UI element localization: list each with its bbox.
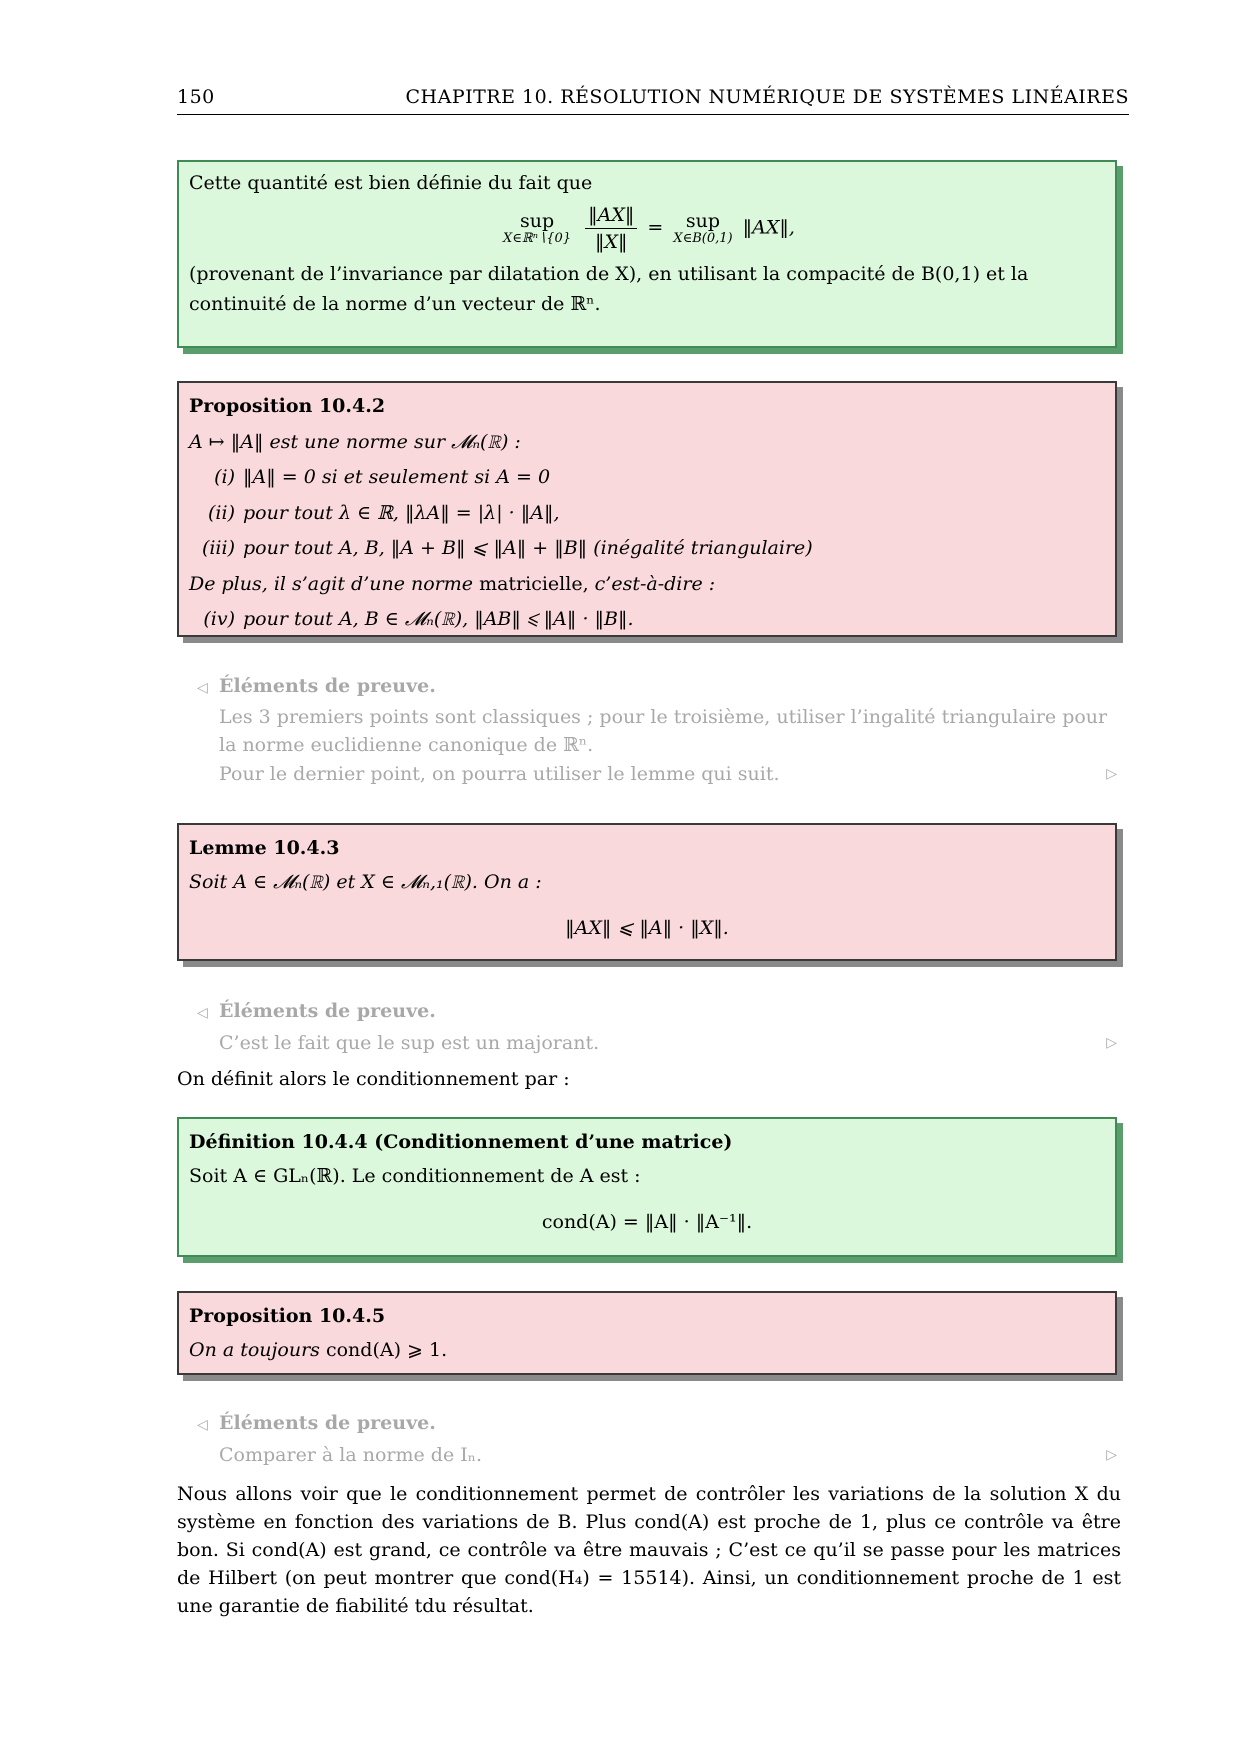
paragraph-conditioning: Nous allons voir que le conditionnement permet de contrôler les variations de la solution X du système en fonction des variations de B. Plus cond(A) est proche de 1, plus ce contrôle va être bon. Si cond(A) est grand, ce contrôle va être mauvais ; C’est ce qu’il se passe pour les matrices de Hilbert (on peut montrer que cond(H₄) = 15514). Ainsi, un conditionnement proche de 1 est une garantie de fiabilité tdu résultat. — [177, 1483, 1121, 1617]
definition-box — [177, 1117, 1117, 1257]
definition-text: Soit A ∈ GLₙ(ℝ). Le conditionnement de A est : — [189, 1165, 641, 1187]
page-number: 150 — [177, 86, 215, 108]
proof-text: Pour le dernier point, on pourra utiliser le lemme qui suit. ▷ — [197, 759, 1117, 789]
proof-block-2 — [197, 996, 1117, 1058]
proof-start-icon: ◁ — [197, 1417, 208, 1433]
lemma-text: Soit A ∈ 𝓜ₙ(ℝ) et X ∈ 𝓜ₙ,₁(ℝ). On a : — [189, 871, 542, 893]
proposition-item: (iii) pour tout A, B, ‖A + B‖ ⩽ ‖A‖ + ‖B‖ (inégalité triangulaire) — [201, 537, 813, 559]
proposition-title: Proposition 10.4.5 — [189, 1305, 386, 1327]
proof-end-icon: ▷ — [1106, 766, 1117, 782]
proposition-box-2 — [177, 1291, 1117, 1375]
proposition-item: (i) ‖A‖ = 0 si et seulement si A = 0 — [214, 466, 551, 488]
proof-heading: Éléments de preuve. — [219, 1000, 436, 1022]
proposition-moreover: De plus, il s’agit d’une norme matricielle, c’est-à-dire : — [189, 572, 716, 595]
remark-intro: Cette quantité est bien définie du fait que — [189, 172, 593, 194]
page-header — [177, 86, 1129, 115]
proof-end-icon: ▷ — [1106, 1447, 1117, 1463]
proof-end-icon: ▷ — [1106, 1035, 1117, 1051]
sup-operator-right: sup X∈B(0,1) — [673, 209, 733, 246]
remark-text: (provenant de l’invariance par dilatation de X), en utilisant la compacité de B(0,1) et la continuité de la norme d’un vecteur de ℝⁿ. — [189, 263, 1029, 315]
lemma-title: Lemme 10.4.3 — [189, 837, 340, 859]
proposition-intro: A ↦ ‖A‖ est une norme sur 𝓜ₙ(ℝ) : — [189, 430, 521, 453]
paragraph-intro-cond: On définit alors le conditionnement par : — [177, 1068, 570, 1090]
proposition-item: (ii) pour tout λ ∈ ℝ, ‖λA‖ = |λ| · ‖A‖, — [208, 501, 560, 524]
sup-formula — [189, 202, 1105, 255]
proof-start-icon: ◁ — [197, 680, 208, 696]
proof-text: Comparer à la norme de Iₙ. ▷ — [197, 1440, 1117, 1470]
norm-fraction: $\frac{‖AX‖}{‖X‖}$ — [585, 202, 637, 255]
proof-heading: Éléments de preuve. — [219, 1412, 436, 1434]
proposition-title: Proposition 10.4.2 — [189, 395, 386, 417]
definition-formula: cond(A) = ‖A‖ · ‖A⁻¹‖. — [541, 1211, 753, 1233]
proposition-item: (iv) pour tout A, B ∈ 𝓜ₙ(ℝ), ‖AB‖ ⩽ ‖A‖ · ‖B‖. — [203, 608, 634, 630]
proof-heading: Éléments de preuve. — [219, 675, 436, 697]
proof-text: C’est le fait que le sup est un majorant. ▷ — [197, 1028, 1117, 1058]
proof-block-1 — [197, 671, 1117, 789]
proof-block-3 — [197, 1408, 1117, 1470]
formula-rhs: ‖AX‖, — [742, 216, 795, 239]
proof-start-icon: ◁ — [197, 1005, 208, 1021]
remark-box — [177, 160, 1117, 348]
proof-text: Les 3 premiers points sont classiques ; pour le troisième, utiliser l’ingalité triangulaire pour la norme euclidienne canonique de ℝⁿ. — [219, 706, 1108, 756]
proposition-text: On a toujours cond(A) ⩾ 1. — [189, 1339, 448, 1361]
equals-sign: = — [647, 216, 664, 239]
lemma-formula: ‖AX‖ ⩽ ‖A‖ · ‖X‖. — [565, 917, 729, 939]
definition-title: Définition 10.4.4 (Conditionnement d’une matrice) — [189, 1131, 733, 1153]
lemma-box — [177, 823, 1117, 961]
chapter-title: CHAPITRE 10. RÉSOLUTION NUMÉRIQUE DE SYSTÈMES LINÉAIRES — [405, 86, 1129, 108]
sup-operator-left: sup X∈ℝⁿ∖{0} — [503, 209, 572, 246]
proposition-box-1 — [177, 381, 1117, 637]
